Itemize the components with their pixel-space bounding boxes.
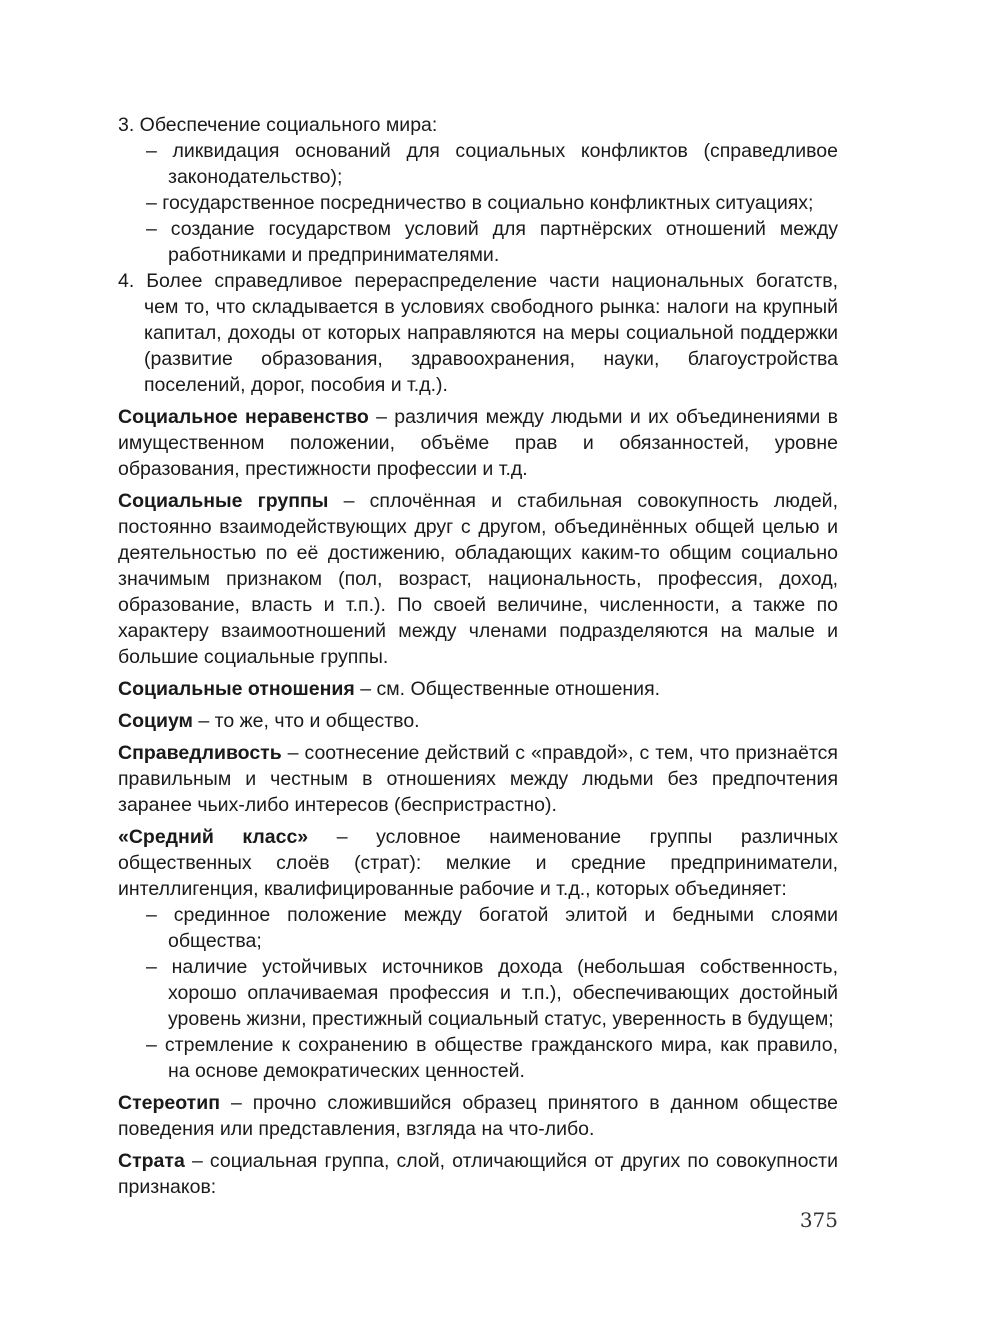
dash-item: – ликвидация оснований для социальных конфликтов (справедливое законодательство); bbox=[146, 140, 838, 188]
glossary-entry bbox=[118, 824, 838, 902]
term-definition: – различия между людьми и их объединениями в имущественном положении, объёме прав и обязанностей, уровне образования, престижности профессии и т.д. bbox=[118, 406, 838, 480]
dash-item: – государственное посредничество в социально конфликтных ситуациях; bbox=[146, 192, 814, 214]
term-heading: «Средний класс» bbox=[118, 826, 309, 848]
term-heading: Справедливость bbox=[118, 742, 282, 764]
dash-item: – стремление к сохранению в обществе гражданского мира, как правило, на основе демократических ценностей. bbox=[146, 1034, 838, 1082]
term-heading: Социум bbox=[118, 710, 193, 732]
term-heading: Социальные отношения bbox=[118, 678, 355, 700]
term-definition: – соотнесение действий с «правдой», с тем, что признаётся правильным и честным в отношениях между людьми без предпочтения заранее чьих-либо интересов (беспристрастно). bbox=[118, 742, 838, 816]
term-definition: – то же, что и общество. bbox=[192, 710, 420, 732]
term-heading: Социальные группы bbox=[118, 490, 329, 512]
term-definition: – социальная группа, слой, отличающийся от других по совокупности признаков: bbox=[118, 1150, 838, 1198]
term-definition: – прочно сложившийся образец принятого в данном обществе поведения или представления, взгляда на что-либо. bbox=[118, 1092, 838, 1140]
list-item-3: 3. Обеспечение социального мира: bbox=[118, 114, 438, 136]
page-number: 375 bbox=[799, 1208, 838, 1232]
glossary-entry bbox=[118, 404, 838, 482]
term-heading: Страта bbox=[118, 1150, 185, 1172]
glossary-entry bbox=[118, 1090, 838, 1142]
glossary-entry bbox=[118, 1148, 838, 1200]
term-definition: – сплочённая и стабильная совокупность людей, постоянно взаимодействующих друг с другом, объединённых общей целью и деятельностью по её достижению, обладающих каким-то общим социально значимым признаком (пол, возраст, национальность, профессия, доход, образование, власть и т.п.). По своей величине, численности, а также по характеру взаимоотношений между членами подразделяются на малые и большие социальные группы. bbox=[118, 490, 838, 668]
term-heading: Стереотип bbox=[118, 1092, 220, 1114]
glossary-entry bbox=[118, 740, 838, 818]
term-heading: Социальное неравенство bbox=[118, 406, 369, 428]
glossary-entry bbox=[118, 708, 838, 734]
page-body bbox=[118, 112, 838, 1200]
term-definition: – условное наименование группы различных общественных слоёв (страт): мелкие и средние предприниматели, интеллигенция, квалифицированные рабочие и т.д., которых объединяет: bbox=[118, 826, 839, 900]
term-definition: – см. Общественные отношения. bbox=[354, 678, 661, 700]
list-item-4: 4. Более справедливое перераспределение части национальных богатств, чем то, что складывается в условиях свободного рынка: налоги на крупный капитал, доходы от которых направляются на меры социальной поддержки (развитие образования, здравоохранения, науки, благоустройства поселений, дорог, пособия и т.д.). bbox=[118, 270, 838, 396]
dash-item: – срединное положение между богатой элитой и бедными слоями общества; bbox=[146, 904, 838, 952]
glossary-entry bbox=[118, 488, 838, 670]
dash-item: – наличие устойчивых источников дохода (небольшая собственность, хорошо оплачиваемая профессия и т.п.), обеспечивающих достойный уровень жизни, престижный социальный статус, уверенность в будущем; bbox=[146, 956, 838, 1030]
glossary-entry bbox=[118, 676, 838, 702]
dash-item: – создание государством условий для партнёрских отношений между работниками и предпринимателями. bbox=[146, 218, 838, 266]
